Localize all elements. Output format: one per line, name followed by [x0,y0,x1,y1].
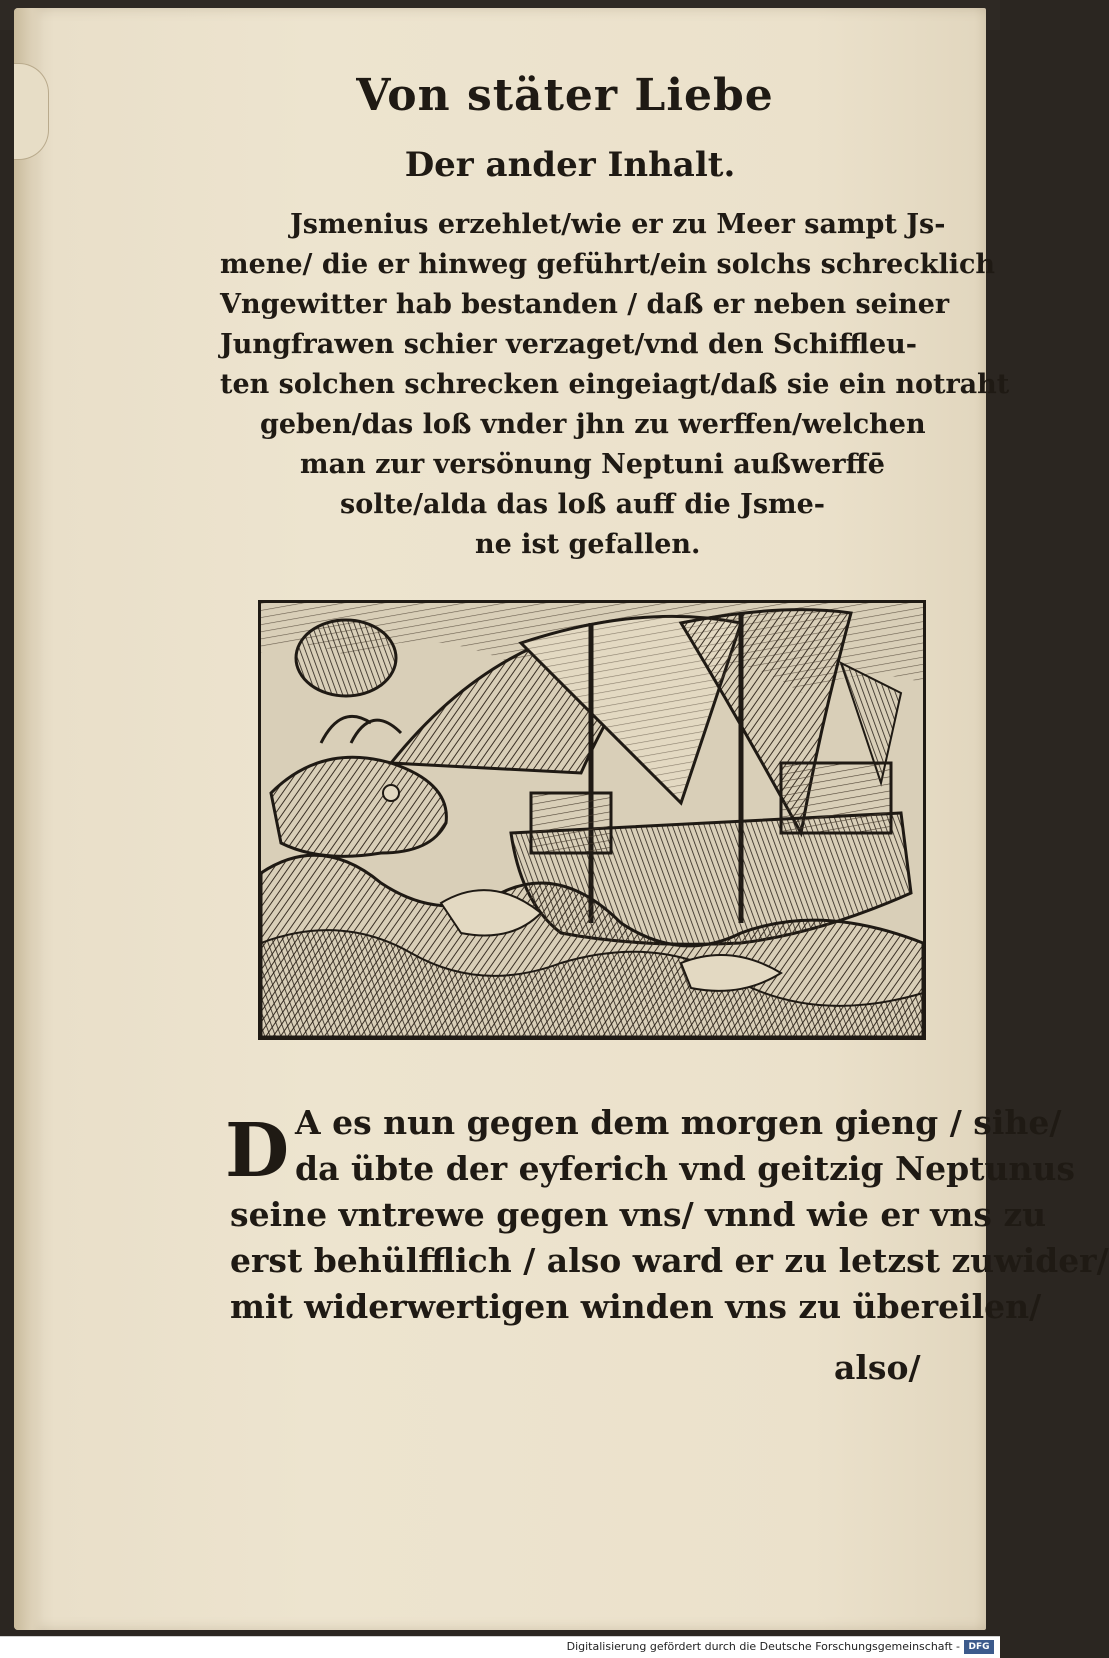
body-line: seine vntrewe gegen vns/ vnnd wie er vns zu [230,1195,1047,1234]
body-text [230,1100,1109,1330]
summary-line: geben/das loß vnder jhn zu werffen/welchen [260,409,926,440]
footer-credit: Digitalisierung gefördert durch die Deutsche Forschungsgemeinschaft - [566,1640,960,1653]
ship-storm-woodcut [261,603,923,1037]
dfg-logo: DFG [964,1640,994,1654]
body-line: A es nun gegen dem morgen gieng / sihe/ [295,1103,1062,1142]
summary-line: man zur versönung Neptuni außwerffē [300,449,885,480]
chapter-heading: Der ander Inhalt. [404,145,736,185]
body-line: da übte der eyferich vnd geitzig Neptunus [295,1149,1075,1188]
drop-cap: D [225,1108,290,1194]
summary-line: Jungfrawen schier verzaget/vnd den Schiffleu- [220,329,918,360]
summary-line: ne ist gefallen. [475,529,701,560]
page-gutter [14,8,44,1630]
summary-line: ten solchen schrecken eingeiagt/daß sie ein notraht [220,369,1010,400]
chapter-summary [220,205,1010,565]
catchword: also/ [834,1348,921,1387]
summary-line: Vngewitter hab bestanden / daß er neben seiner [220,289,950,320]
summary-line: Jsmenius erzehlet/wie er zu Meer sampt Js- [290,209,946,240]
body-line: mit widerwertigen winden vns zu übereilen/ [230,1287,1042,1326]
summary-line: mene/ die er hinweg geführt/ein solchs schrecklich [220,249,996,280]
body-line: erst behülfflich / also ward er zu letzst zuwider/ [230,1241,1109,1280]
woodcut-illustration [258,600,926,1040]
summary-line: solte/alda das loß auff die Jsme- [340,489,825,520]
page-title: Von stäter Liebe [356,70,774,121]
digitization-footer [0,1636,1000,1658]
